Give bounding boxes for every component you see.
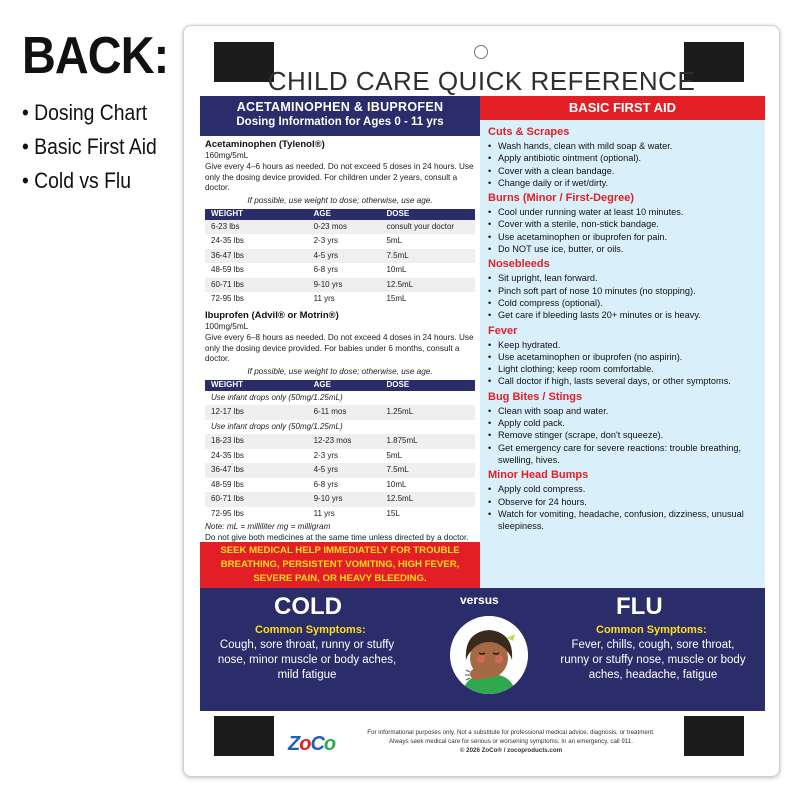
table-row: [205, 234, 475, 249]
col-weight: WEIGHT: [205, 209, 308, 220]
ibu-weight-note: If possible, use weight to dose; otherwise, use age.: [247, 367, 433, 377]
cell-age: 6-11 mos: [308, 405, 381, 420]
cell-dose: 10mL: [386, 265, 407, 275]
list-item: • Observe for 24 hours.: [488, 496, 757, 508]
section-title: Cuts & Scrapes: [488, 126, 570, 138]
dosing-header-subtitle: Dosing Information for Ages 0 - 11 yrs: [236, 116, 444, 128]
table-row: [205, 405, 475, 420]
list-item: • Keep hydrated.: [488, 339, 757, 351]
cell-weight: 12-17 lbs: [205, 405, 308, 420]
cell-dose: 12.5mL: [380, 492, 475, 507]
units-note-text: Note: mL = milliliter mg = milligram: [205, 522, 331, 532]
section-title: Burns (Minor / First-Degree): [488, 192, 635, 205]
first-aid-section-fever: [488, 324, 757, 388]
side-title: BACK:: [22, 27, 169, 85]
card-title: CHILD CARE QUICK REFERENCE: [267, 66, 696, 96]
list-item: • Light clothing; keep room comfortable.: [488, 363, 757, 375]
list-item: • Use acetaminophen or ibuprofen (no aspirin).: [488, 351, 757, 363]
first-aid-section-nosebleeds: [488, 257, 757, 321]
cell-age: 4-5 yrs: [308, 463, 381, 478]
table-row: [205, 249, 475, 264]
table-header-row: [205, 380, 475, 391]
cell-age: 12-23 mos: [308, 434, 381, 449]
list-item: • Apply antibiotic ointment (optional).: [488, 152, 757, 164]
cell-weight: 24-35 lbs: [211, 236, 244, 246]
acet-weight-note: If possible, use weight to dose; otherwise, use age.: [247, 196, 433, 206]
first-aid-body: [480, 120, 765, 532]
table-row: [205, 292, 475, 307]
cell-age: 0-23 mos: [308, 220, 381, 235]
table-row: [205, 478, 475, 493]
cell-weight: 72-95 lbs: [211, 294, 244, 304]
copyright-line: © 2026 ZoCo® / zocoproducts.com: [459, 747, 563, 754]
col-age: AGE: [308, 209, 381, 220]
list-item: • Clean with soap and water.: [488, 405, 757, 417]
cell-dose: 5mL: [386, 236, 403, 246]
cell-weight: 24-35 lbs: [211, 450, 244, 460]
cell-dose: 7.5mL: [380, 463, 475, 478]
acet-name: Acetaminophen (Tylenol®): [205, 139, 325, 150]
col-age: AGE: [308, 380, 381, 391]
list-item: • Do NOT use ice, butter, or oils.: [488, 243, 757, 255]
list-item: • Cover with a clean bandage.: [488, 165, 757, 177]
cold-symptoms-text: Cough, sore throat, runny or stuffy nose, minor muscle or body aches, mild fatigue: [217, 639, 397, 681]
reference-card: [183, 25, 780, 777]
first-aid-header: BASIC FIRST AID: [480, 96, 765, 120]
cell-age: 2-3 yrs: [313, 236, 339, 246]
cell-weight: 60-71 lbs: [205, 278, 308, 293]
units-note: [205, 522, 475, 533]
section-title: Nosebleeds: [488, 258, 550, 271]
logo-letter: Z: [288, 733, 300, 755]
ibu-name: Ibuprofen (Advil® or Motrin®): [205, 309, 339, 321]
acet-dosing-table: [205, 209, 475, 307]
cell-dose: 10mL: [386, 479, 407, 489]
side-item-cold-flu: • Cold vs Flu: [22, 168, 131, 193]
list-item: • Pinch soft part of nose 10 minutes (no stopping).: [488, 285, 757, 297]
cell-age: 9-10 yrs: [308, 492, 381, 507]
table-row: [205, 492, 475, 507]
col-dose: DOSE: [380, 209, 475, 220]
disclaimer-line-1: For informational purposes only. Not a substitute for professional medical advice, diagnosis, or treatment.: [367, 729, 655, 736]
list-item: • Get care if bleeding lasts 20+ minutes or is heavy.: [488, 309, 757, 321]
logo-letter: o: [323, 733, 336, 755]
coughing-child-illustration: [450, 616, 528, 694]
infant-drops-note: Use infant drops only (50mg/1.25mL): [211, 392, 343, 402]
cell-dose: consult your doctor: [380, 220, 475, 235]
dosing-header: [200, 96, 480, 136]
dosing-body: [200, 136, 480, 544]
cell-age: 11 yrs: [313, 508, 335, 518]
flu-symptoms-label: Common Symptoms:: [596, 624, 707, 636]
cell-age: 2-3 yrs: [313, 450, 339, 460]
cell-weight: 18-23 lbs: [205, 434, 308, 449]
cell-weight: 6-23 lbs: [205, 220, 308, 235]
acet-description: Give every 4–6 hours as needed. Do not exceed 5 doses in 24 hours. Use only the dosing device provided. For children under 2 years, consult a doctor.: [205, 161, 474, 193]
cell-weight: 36-47 lbs: [205, 463, 308, 478]
list-item: • Apply cold pack.: [488, 417, 757, 429]
list-item: • Cold compress (optional).: [488, 297, 757, 309]
table-row: [205, 434, 475, 449]
list-item: • Change daily or if wet/dirty.: [488, 177, 757, 189]
side-caption: [22, 27, 192, 198]
combined-dose-warning: Do not give both medicines at the same time unless directed by a doctor.: [205, 533, 469, 543]
cold-title: COLD: [274, 593, 342, 620]
table-row: [205, 263, 475, 278]
section-title: Fever: [488, 324, 518, 337]
footer-disclaimer: [346, 728, 676, 755]
list-item: • Call doctor if high, lasts several days, or other symptoms.: [488, 375, 757, 387]
list-item: • Cover with a sterile, non-stick bandage.: [488, 218, 757, 230]
section-title: Bug Bites / Stings: [488, 390, 583, 403]
table-row: [205, 463, 475, 478]
infant-drops-note: Use infant drops only (50mg/1.25mL): [211, 421, 343, 431]
cold-symptoms-label: Common Symptoms:: [255, 624, 366, 636]
table-row: [205, 507, 475, 522]
cell-dose: 1.25mL: [380, 405, 475, 420]
cell-weight: 72-95 lbs: [211, 508, 244, 518]
cell-age: 6-8 yrs: [313, 479, 339, 489]
first-aid-section-burns: [488, 191, 757, 255]
cell-weight: 36-47 lbs: [205, 249, 308, 264]
disclaimer-line-2: Always seek medical care for serious or worsening symptoms. In an emergency, call 911.: [389, 738, 633, 745]
first-aid-section-head-bumps: [488, 468, 757, 532]
flu-title: FLU: [616, 593, 663, 620]
list-item: • Remove stinger (scrape, don't squeeze).: [488, 429, 757, 441]
dosing-column: [200, 96, 480, 588]
side-item-first-aid: • Basic First Aid: [22, 134, 157, 159]
col-dose: DOSE: [380, 380, 475, 391]
section-title: Minor Head Bumps: [488, 469, 589, 482]
ibu-description: Give every 6–8 hours as needed. Do not exceed 4 doses in 24 hours. Use only the dosing device provided. For babies under 6 months, consult a doctor.: [205, 332, 474, 364]
table-row: [205, 220, 475, 235]
cell-dose: 7.5mL: [380, 249, 475, 264]
cell-age: 9-10 yrs: [308, 278, 381, 293]
first-aid-section-bug-bites: [488, 390, 757, 466]
table-row: [205, 449, 475, 464]
cell-weight: 48-59 lbs: [211, 479, 244, 489]
cell-age: 4-5 yrs: [308, 249, 381, 264]
list-item: • Watch for vomiting, headache, confusion, dizziness, unusual sleepiness.: [488, 508, 757, 533]
coughing-child-icon: [450, 616, 528, 694]
list-item: • Use acetaminophen or ibuprofen for pain.: [488, 231, 757, 243]
content-grid: [200, 96, 765, 588]
dosing-header-title: ACETAMINOPHEN & IBUPROFEN: [236, 100, 444, 114]
first-aid-column: [480, 96, 765, 588]
ibu-strength: 100mg/5mL: [205, 321, 249, 331]
table-row: [205, 278, 475, 293]
table-subheader-row: [205, 391, 475, 406]
cold-vs-flu-panel: [200, 588, 765, 711]
cell-age: 6-8 yrs: [313, 265, 339, 275]
logo-letter: o: [299, 733, 311, 755]
col-weight: WEIGHT: [205, 380, 308, 391]
logo-letter: C: [310, 733, 324, 755]
cell-weight: 60-71 lbs: [205, 492, 308, 507]
hang-hole: [474, 45, 488, 59]
versus-label: versus: [460, 593, 499, 607]
cell-dose: 15mL: [386, 294, 407, 304]
zoco-logo: [288, 733, 335, 756]
flu-symptoms-text: Fever, chills, cough, sore throat, runny or stuffy nose, muscle or body aches, headache, fatigue: [560, 639, 746, 681]
list-item: • Sit upright, lean forward.: [488, 272, 757, 284]
card-tab-bottom-left: [214, 716, 274, 756]
cell-dose: 12.5mL: [380, 278, 475, 293]
emergency-alert-box: [200, 542, 480, 588]
cell-weight: 48-59 lbs: [211, 265, 244, 275]
side-feature-list: [22, 96, 192, 198]
card-tab-bottom-right: [684, 716, 744, 756]
emergency-alert-text: SEEK MEDICAL HELP IMMEDIATELY FOR TROUBLE BREATHING, PERSISTENT VOMITING, HIGH FEVER, SEVERE PAIN, OR HEAVY BLEEDING.: [220, 545, 460, 584]
list-item: • Cool under running water at least 10 minutes.: [488, 206, 757, 218]
list-item: • Get emergency care for severe reactions: trouble breathing, swelling, hives.: [488, 442, 757, 467]
list-item: • Wash hands, clean with mild soap & water.: [488, 140, 757, 152]
cell-age: 11 yrs: [313, 294, 335, 304]
table-header-row: [205, 209, 475, 220]
table-subheader-row: [205, 420, 475, 435]
cell-dose: 1.875mL: [380, 434, 475, 449]
cell-dose: 15L: [386, 508, 400, 518]
cell-dose: 5mL: [386, 450, 403, 460]
first-aid-section-cuts: [488, 125, 757, 189]
side-item-dosing: • Dosing Chart: [22, 100, 148, 125]
ibu-dosing-table: [205, 380, 475, 522]
list-item: • Apply cold compress.: [488, 483, 757, 495]
acet-strength: 160mg/5mL: [205, 151, 249, 160]
